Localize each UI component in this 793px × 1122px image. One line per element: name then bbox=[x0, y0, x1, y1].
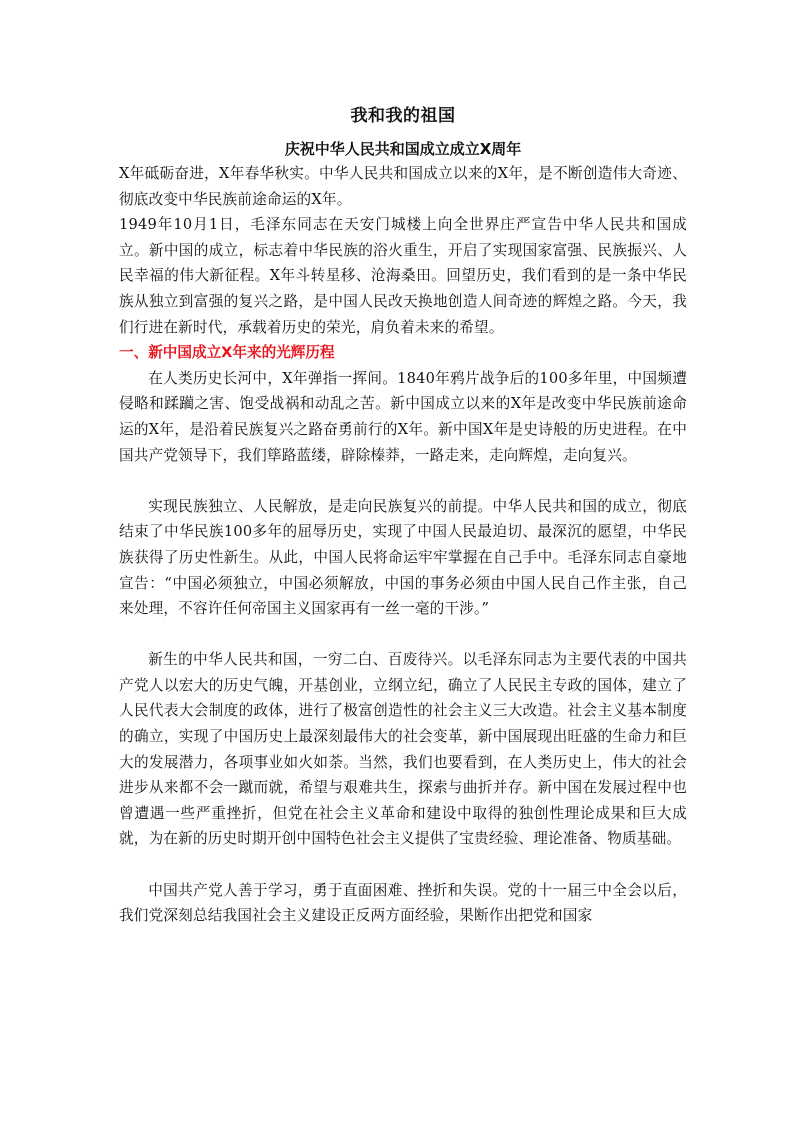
paragraph-spacer bbox=[119, 622, 687, 648]
body-paragraph: 在人类历史长河中，X年弹指一挥间。1840年鸦片战争后的100多年里，中国频遭侵略和蹂躏之害、饱受战祸和动乱之苦。新中国成立以来的X年是改变中华民族前途命运的X年，是沿着民族复兴之路奋勇前行的X年。新中国X年是史诗般的历史进程。在中国共产党领导下，我们筚路蓝缕，辟除榛莽，一路走来，走向辉煌，走向复兴。 bbox=[119, 369, 687, 464]
paragraph-spacer bbox=[119, 852, 687, 878]
intro-paragraph: X年砥砺奋进，X年春华秋实。中华人民共和国成立以来的X年，是不断创造伟大奇迹、彻底改变中华民族前途命运的X年。 bbox=[119, 165, 687, 208]
paragraph-spacer bbox=[119, 468, 687, 494]
body-paragraph: 新生的中华人民共和国，一穷二白、百废待兴。以毛泽东同志为主要代表的中国共产党人以宏大的历史气魄，开基创业，立纲立纪，确立了人民民主专政的国体，建立了人民代表大会制度的政体，进行了极富创造性的社会主义三大改造。社会主义基本制度的确立，实现了中国历史上最深刻最伟大的社会变革，新中国展现出旺盛的生命力和巨大的发展潜力，各项事业如火如荼。当然，我们也要看到，在人类历史上，伟大的社会进步从来都不会一蹴而就，希望与艰难共生，探索与曲折并存。新中国在发展过程中也曾遭遇一些严重挫折，但党在社会主义革命和建设中取得的独创性理论成果和巨大成就，为在新的历史时期开创中国特色社会主义提供了宝贵经验、理论准备、物质基础。 bbox=[119, 651, 687, 848]
document-title: 我和我的祖国 bbox=[350, 106, 456, 126]
section-heading: 一、新中国成立X年来的光辉历程 bbox=[119, 344, 335, 362]
body-paragraph: 实现民族独立、人民解放，是走向民族复兴的前提。中华人民共和国的成立，彻底结束了中华民族100多年的屈辱历史，实现了中国人民最迫切、最深沉的愿望，中华民族获得了历史性新生。从此，中国人民将命运牢牢掌握在自己手中。毛泽东同志自豪地宣告：“中国必须独立，中国必须解放，中国的事务必须由中国人民自己作主张，自己来处理，不容许任何帝国主义国家再有一丝一毫的干涉。” bbox=[119, 497, 687, 618]
document-subtitle: 庆祝中华人民共和国成立成立X周年 bbox=[284, 140, 522, 158]
intro-paragraph: 1949年10月1日，毛泽东同志在天安门城楼上向全世界庄严宣告中华人民共和国成立。新中国的成立，标志着中华民族的浴火重生，开启了实现国家富强、民族振兴、人民幸福的伟大新征程。X年斗转星移、沧海桑田。回望历史，我们看到的是一条中华民族从独立到富强的复兴之路，是中国人民改天换地创造人间奇迹的辉煌之路。今天，我们行进在新时代，承载着历史的荣光，肩负着未来的希望。 bbox=[119, 216, 687, 336]
document-page bbox=[119, 103, 687, 929]
body-paragraph: 中国共产党人善于学习，勇于直面困难、挫折和失误。党的十一届三中全会以后，我们党深刻总结我国社会主义建设正反两方面经验，果断作出把党和国家 bbox=[119, 881, 687, 925]
